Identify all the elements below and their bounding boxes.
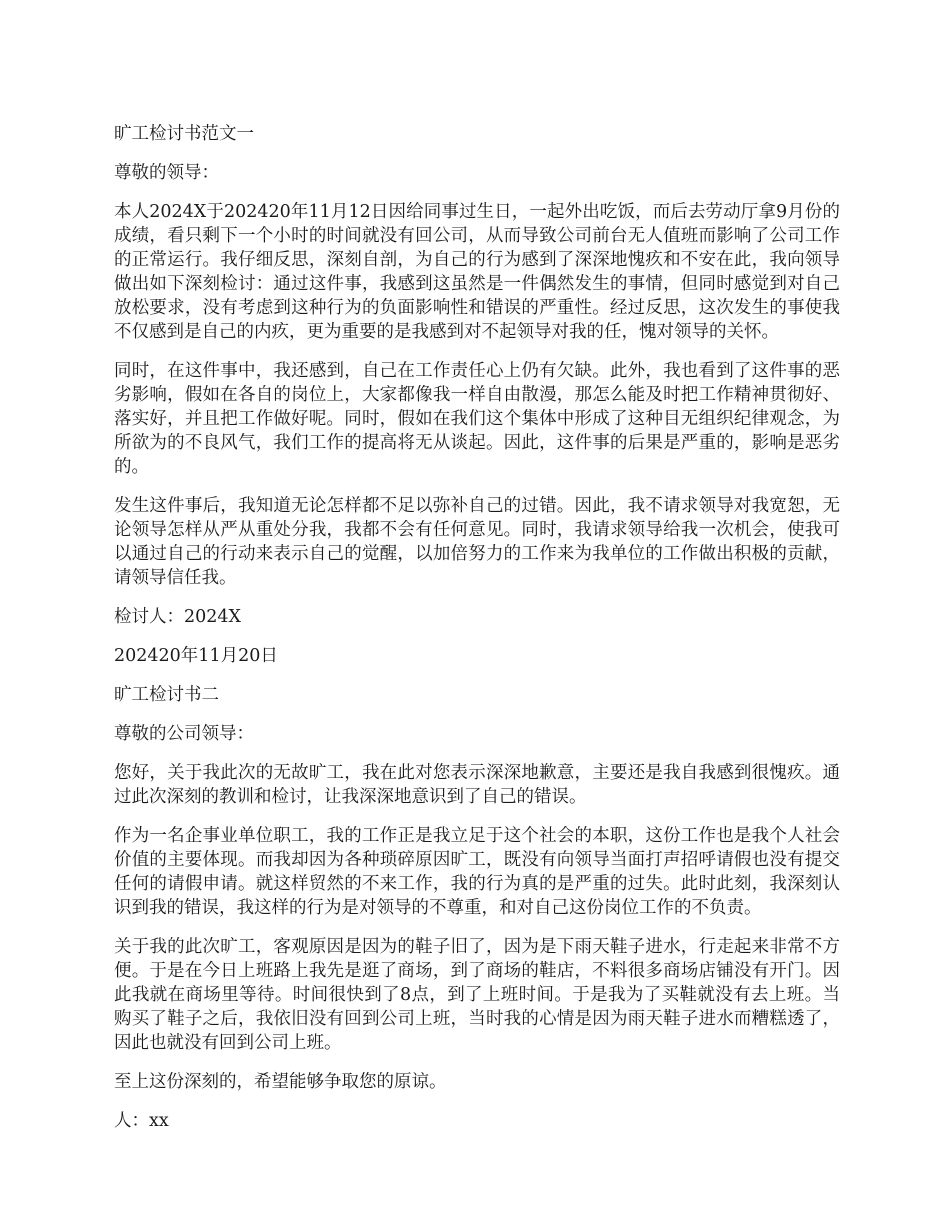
salutation-1: 尊敬的领导： [114,163,219,183]
signature-line: 人：xx [114,1111,169,1131]
salutation-2: 尊敬的公司领导： [114,724,254,744]
document-body [114,122,840,1148]
closing-line: 至上这份深刻的，希望能够争取您的原谅。 [114,1072,447,1092]
date-line: 202420年11月20日 [114,646,278,666]
body-paragraph: 发生这件事后，我知道无论怎样都不足以弥补自己的过错。因此，我不请求领导对我宽恕，无论领导怎样从严从重处分我，我都不会有任何意见。同时，我请求领导给我一次机会，使我可以通过自己的行动来表示自己的觉醒，以加倍努力的工作来为我单位的工作做出积极的贡献，请领导信任我。 [114,496,840,588]
section-title-1: 旷工检讨书范文一 [114,124,254,144]
signature-line: 检讨人：2024X [114,607,241,627]
body-paragraph: 您好，关于我此次的无故旷工，我在此对您表示深深地歉意，主要还是我自我感到很愧疚。通过此次深刻的教训和检讨，让我深深地意识到了自己的错误。 [114,763,840,807]
body-paragraph: 关于我的此次旷工，客观原因是因为的鞋子旧了，因为是下雨天鞋子进水，行走起来非常不方便。于是在今日上班路上我先是逛了商场，到了商场的鞋店，不料很多商场店铺没有开门。因此我就在商场里等待。时间很快到了8点，到了上班时间。于是我为了买鞋就没有去上班。当购买了鞋子之后，我依旧没有回到公司上班，当时我的心情是因为雨天鞋子进水而糟糕透了，因此也就没有回到公司上班。 [114,937,840,1053]
body-paragraph: 同时，在这件事中，我还感到，自己在工作责任心上仍有欠缺。此外，我也看到了这件事的恶劣影响，假如在各自的岗位上，大家都像我一样自由散漫，那怎么能及时把工作精神贯彻好、落实好，并且把工作做好呢。同时，假如在我们这个集体中形成了这种目无组织纪律观念，为所欲为的不良风气，我们工作的提高将无从谈起。因此，这件事的后果是严重的，影响是恶劣的。 [114,361,840,477]
body-paragraph: 本人2024X于202420年11月12日因给同事过生日，一起外出吃饭，而后去劳动厅拿9月份的成绩，看只剩下一个小时的时间就没有回公司，从而导致公司前台无人值班而影响了公司工作的正常运行。我仔细反思，深刻自剖，为自己的行为感到了深深地愧疚和不安在此，我向领导做出如下深刻检讨：通过这件事，我感到这虽然是一件偶然发生的事情，但同时感觉到对自己放松要求，没有考虑到这种行为的负面影响性和错误的严重性。经过反思，这次发生的事使我不仅感到是自己的内疚，更为重要的是我感到对不起领导对我的任，愧对领导的关怀。 [114,202,840,342]
body-paragraph: 作为一名企事业单位职工，我的工作正是我立足于这个社会的本职，这份工作也是我个人社会价值的主要体现。而我却因为各种琐碎原因旷工，既没有向领导当面打声招呼请假也没有提交任何的请假申请。就这样贸然的不来工作，我的行为真的是严重的过失。此时此刻，我深刻认识到我的错误，我这样的行为是对领导的不尊重，和对自己这份岗位工作的不负责。 [114,826,840,918]
section-title-2: 旷工检讨书二 [114,685,219,705]
